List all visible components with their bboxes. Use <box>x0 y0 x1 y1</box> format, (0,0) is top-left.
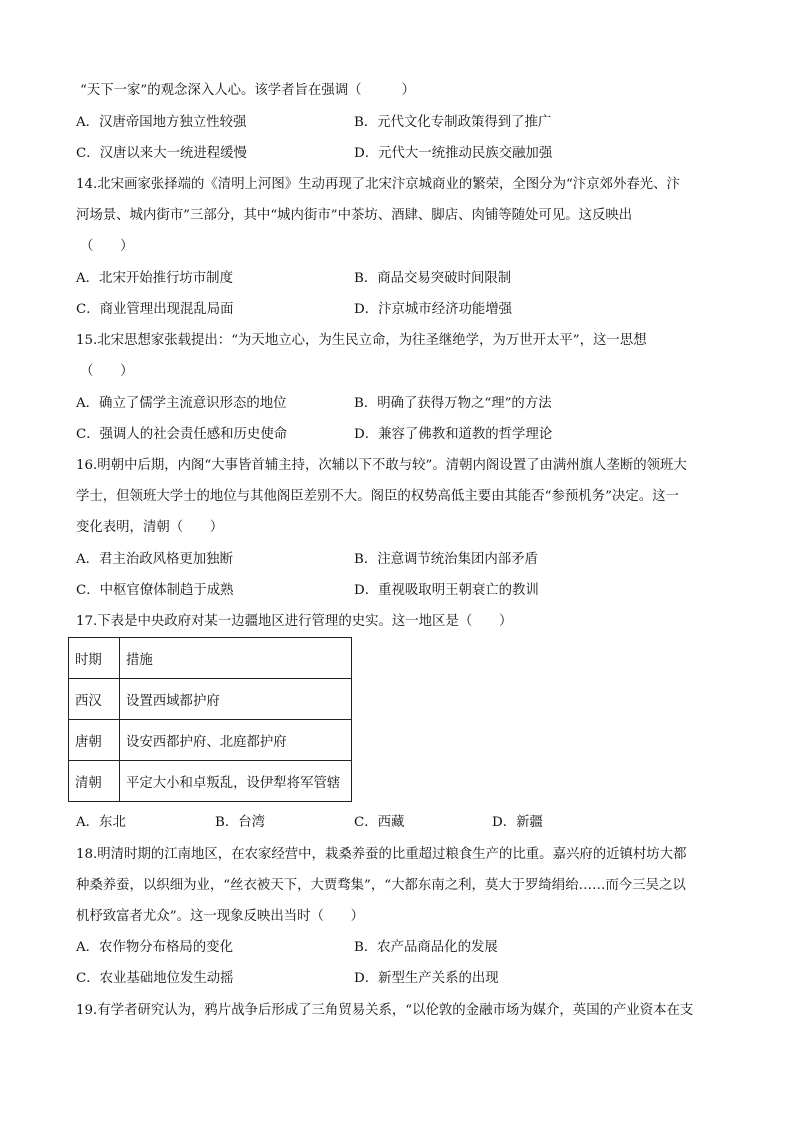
q15-stem-line-2: （ ） <box>80 364 134 379</box>
q16-option-a: A．君主治政风格更加独断 <box>76 552 233 567</box>
q16-option-d: D．重视吸取明王朝衰亡的教训 <box>354 583 539 598</box>
q19-stem-line-1: 19.有学者研究认为，鸦片战争后形成了三角贸易关系，“以伦敦的金融市场为媒介，英国的产业资本在支 <box>76 1003 694 1018</box>
q14-option-a: A．北宋开始推行坊市制度 <box>76 271 233 286</box>
q16-stem-line-1: 16.明朝中后期，内阁“大事皆首辅主持，次辅以下不敢与较”。清朝内阁设置了由满州旗人垄断的领班大 <box>76 458 687 473</box>
q14-stem-line-2: 河场景、城内街市”三部分，其中“城内街市”中茶坊、酒肆、脚店、肉铺等随处可见。这反映出 <box>76 208 633 223</box>
table-row <box>69 679 352 720</box>
q13-option-c: C．汉唐以来大一统进程缓慢 <box>76 146 247 161</box>
q16-stem-line-2: 学士，但领班大学士的地位与其他阁臣差别不大。阁臣的权势高低主要由其能否“参预机务”决定。这一 <box>76 489 679 504</box>
q13-option-a: A．汉唐帝国地方独立性较强 <box>76 115 247 130</box>
table-cell-measure: 设置西域都护府 <box>120 679 352 720</box>
table-cell-period: 西汉 <box>69 679 120 720</box>
table-header-period: 时期 <box>69 638 120 679</box>
q16-option-b: B．注意调节统治集团内部矛盾 <box>354 552 538 567</box>
q15-option-c: C．强调人的社会责任感和历史使命 <box>76 427 288 442</box>
q15-option-d: D．兼容了佛教和道教的哲学理论 <box>354 427 553 442</box>
q17-option-b: B．台湾 <box>215 815 266 830</box>
q14-option-d: D．汴京城市经济功能增强 <box>354 302 513 317</box>
q14-stem-line-3: （ ） <box>80 239 134 254</box>
table-row <box>69 761 352 802</box>
q18-option-d: D．新型生产关系的出现 <box>354 971 499 986</box>
q14-option-b: B．商品交易突破时间限制 <box>354 271 512 286</box>
q18-stem-line-2: 种桑养蚕，以织细为业，“丝衣被天下，大贾骛集”，“大都东南之利，莫大于罗绮绢绐……而今三吴之以 <box>76 878 686 893</box>
table-header-measures: 措施 <box>120 638 352 679</box>
table-cell-measure: 设安西都护府、北庭都护府 <box>120 720 352 761</box>
q17-history-table <box>68 637 352 802</box>
q18-stem-line-3: 机杼致富者尤众”。这一现象反映出当时（ ） <box>76 909 365 924</box>
q17-option-a: A．东北 <box>76 815 126 830</box>
q18-option-a: A．农作物分布格局的变化 <box>76 940 233 955</box>
table-cell-period: 清朝 <box>69 761 120 802</box>
q18-option-b: B．农产品商品化的发展 <box>354 940 498 955</box>
q18-stem-line-1: 18.明清时期的江南地区，在农家经营中，栽桑养蚕的比重超过粮食生产的比重。嘉兴府的近镇村坊大都 <box>76 847 687 862</box>
q15-option-b: B．明确了获得万物之“理”的方法 <box>354 396 552 411</box>
q14-option-c: C．商业管理出现混乱局面 <box>76 302 234 317</box>
q15-stem-line-1: 15.北宋思想家张载提出：“为天地立心，为生民立命，为往圣继绝学，为万世开太平”，这一思想 <box>76 333 647 348</box>
q17-stem: 17.下表是中央政府对某一边疆地区进行管理的史实。这一地区是（ ） <box>76 614 513 629</box>
q15-option-a: A．确立了儒学主流意识形态的地位 <box>76 396 287 411</box>
table-cell-period: 唐朝 <box>69 720 120 761</box>
q13-stem-tail: “天下一家”的观念深入人心。该学者旨在强调（ ） <box>80 83 416 98</box>
q13-option-b: B．元代文化专制政策得到了推广 <box>354 115 552 130</box>
q18-option-c: C．农业基础地位发生动摇 <box>76 971 234 986</box>
table-header-row <box>69 638 352 679</box>
q16-stem-line-3: 变化表明，清朝（ ） <box>76 520 224 535</box>
q17-option-d: D．新疆 <box>492 815 543 830</box>
q14-stem-line-1: 14.北宋画家张择端的《清明上河图》生动再现了北宋汴京城商业的繁荣，全图分为“汴京郊外春光、汴 <box>76 177 680 192</box>
q13-option-d: D．元代大一统推动民族交融加强 <box>354 146 553 161</box>
table-cell-measure: 平定大小和卓叛乱，设伊犁将军管辖 <box>120 761 352 802</box>
q17-option-c: C．西藏 <box>354 815 405 830</box>
q16-option-c: C．中枢官僚体制趋于成熟 <box>76 583 234 598</box>
table-row <box>69 720 352 761</box>
